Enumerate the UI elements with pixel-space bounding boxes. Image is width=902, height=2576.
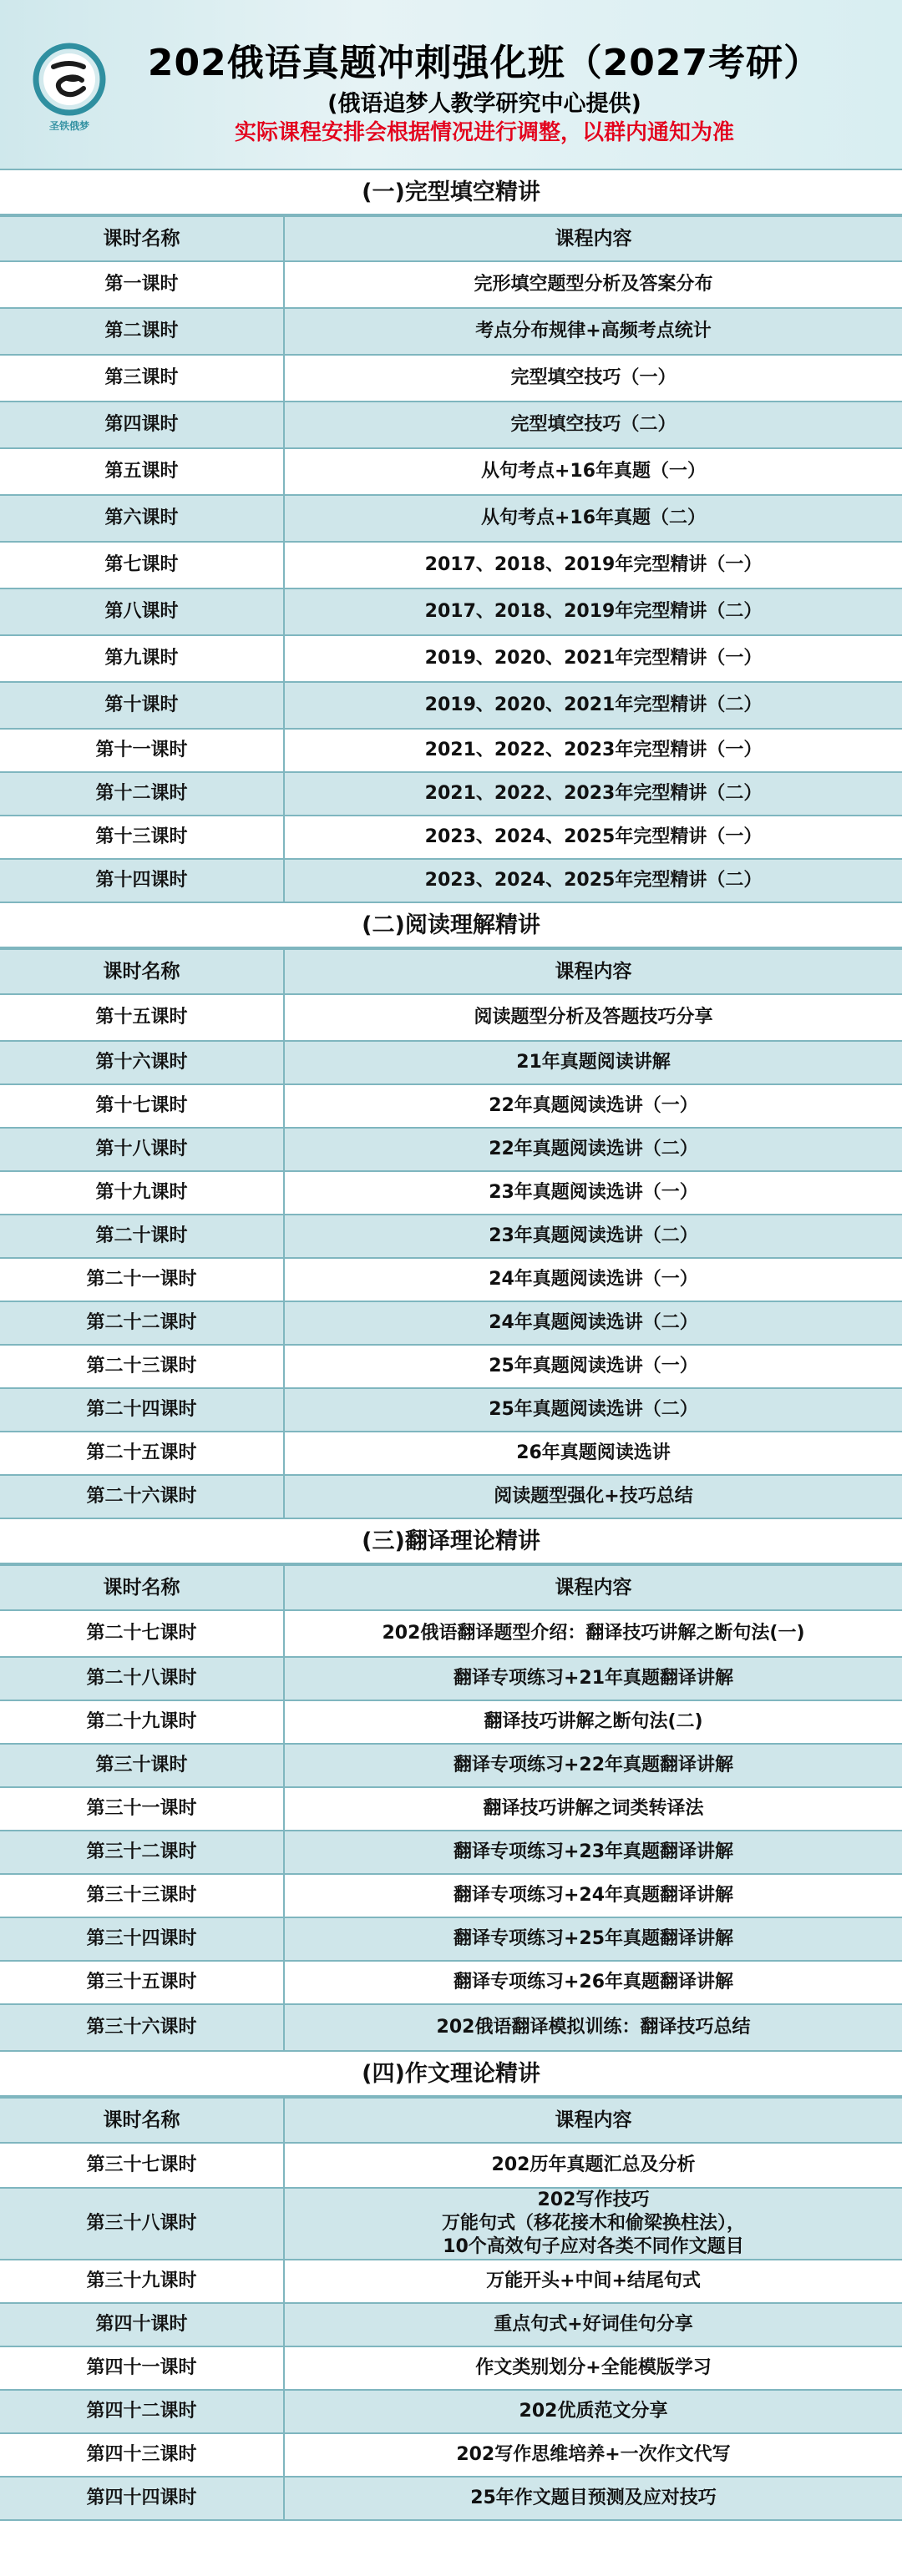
table-row [0, 2346, 902, 2390]
table-row [0, 495, 902, 542]
table-row [0, 1475, 902, 1518]
table-row [0, 2433, 902, 2477]
header-lesson-name: 课时名称 [0, 949, 284, 994]
lesson-name: 第四十课时 [0, 2303, 284, 2346]
section-title: (四)作文理论精讲 [0, 2052, 902, 2097]
lesson-name: 第三十三课时 [0, 1874, 284, 1917]
lesson-name: 第二十五课时 [0, 1432, 284, 1475]
lesson-name: 第三十六课时 [0, 2004, 284, 2051]
table-header-row [0, 949, 902, 994]
page-header [0, 0, 902, 170]
table-row [0, 1831, 902, 1874]
lesson-content: 2023、2024、2025年完型精讲（二） [284, 859, 902, 902]
lesson-content: 24年真题阅读选讲（二） [284, 1301, 902, 1345]
table-row [0, 1787, 902, 1831]
table-row [0, 355, 902, 402]
lesson-content: 23年真题阅读选讲（二） [284, 1215, 902, 1258]
lesson-content: 完型填空技巧（二） [284, 402, 902, 448]
lesson-name: 第四十三课时 [0, 2433, 284, 2477]
table-row [0, 1610, 902, 1657]
lesson-content: 2023、2024、2025年完型精讲（一） [284, 816, 902, 859]
lesson-name: 第十七课时 [0, 1084, 284, 1128]
table-row [0, 1700, 902, 1744]
lesson-content: 翻译专项练习+21年真题翻译讲解 [284, 1657, 902, 1700]
lesson-name: 第十四课时 [0, 859, 284, 902]
lesson-content: 2021、2022、2023年完型精讲（二） [284, 772, 902, 816]
lesson-content: 翻译技巧讲解之词类转译法 [284, 1787, 902, 1831]
lesson-name: 第二十一课时 [0, 1258, 284, 1301]
lesson-name: 第十五课时 [0, 994, 284, 1041]
table-row [0, 542, 902, 588]
lesson-content: 2019、2020、2021年完型精讲（一） [284, 635, 902, 682]
lesson-content: 翻译专项练习+24年真题翻译讲解 [284, 1874, 902, 1917]
lesson-name: 第二十四课时 [0, 1388, 284, 1432]
table-row [0, 1744, 902, 1787]
lesson-name: 第二十九课时 [0, 1700, 284, 1744]
lesson-name: 第三课时 [0, 355, 284, 402]
lesson-name: 第五课时 [0, 448, 284, 495]
lesson-content: 202写作思维培养+一次作文代写 [284, 2433, 902, 2477]
table-row [0, 2477, 902, 2520]
lesson-content: 阅读题型强化+技巧总结 [284, 1475, 902, 1518]
table-row [0, 1041, 902, 1084]
lesson-name: 第八课时 [0, 588, 284, 635]
table-row [0, 2004, 902, 2051]
table-row [0, 994, 902, 1041]
lesson-content: 21年真题阅读讲解 [284, 1041, 902, 1084]
lesson-name: 第三十五课时 [0, 1961, 284, 2004]
lesson-name: 第二十课时 [0, 1215, 284, 1258]
lesson-name: 第十二课时 [0, 772, 284, 816]
lesson-content: 翻译技巧讲解之断句法(二) [284, 1700, 902, 1744]
header-lesson-content: 课程内容 [284, 949, 902, 994]
lesson-content: 考点分布规律+高频考点统计 [284, 308, 902, 355]
lesson-content: 202写作技巧 万能句式（移花接木和偷梁换柱法）， 10个高效句子应对各类不同作文题目 [284, 2188, 902, 2260]
lesson-content: 从句考点+16年真题（二） [284, 495, 902, 542]
lesson-content: 完形填空题型分析及答案分布 [284, 261, 902, 308]
section-title: (二)阅读理解精讲 [0, 903, 902, 948]
table-row [0, 682, 902, 729]
logo-caption: 圣铁俄梦 [48, 120, 89, 132]
lesson-content: 202历年真题汇总及分析 [284, 2143, 902, 2188]
table-row [0, 2390, 902, 2433]
header-lesson-content: 课程内容 [284, 1565, 902, 1610]
lesson-name: 第十一课时 [0, 729, 284, 772]
lesson-name: 第二课时 [0, 308, 284, 355]
table-row [0, 1084, 902, 1128]
table-row [0, 1432, 902, 1475]
section-title: (三)翻译理论精讲 [0, 1519, 902, 1564]
lesson-content: 阅读题型分析及答题技巧分享 [284, 994, 902, 1041]
table-row [0, 1345, 902, 1388]
page-subtitle: (俄语追梦人教学研究中心提供) [327, 91, 641, 117]
lesson-name: 第四十四课时 [0, 2477, 284, 2520]
page-title: 202俄语真题冲刺强化班（2027考研） [147, 42, 822, 84]
section-title: (一)完型填空精讲 [0, 170, 902, 215]
table-row [0, 308, 902, 355]
course-table [0, 2097, 902, 2521]
lesson-content: 25年作文题目预测及应对技巧 [284, 2477, 902, 2520]
table-row [0, 635, 902, 682]
table-row [0, 588, 902, 635]
lesson-name: 第三十四课时 [0, 1917, 284, 1961]
lesson-content: 2021、2022、2023年完型精讲（一） [284, 729, 902, 772]
lesson-name: 第十课时 [0, 682, 284, 729]
table-row [0, 1874, 902, 1917]
lesson-content: 从句考点+16年真题（一） [284, 448, 902, 495]
lesson-content: 22年真题阅读选讲（一） [284, 1084, 902, 1128]
lesson-name: 第九课时 [0, 635, 284, 682]
lesson-name: 第二十二课时 [0, 1301, 284, 1345]
schedule-notice: 实际课程安排会根据情况进行调整，以群内通知为准 [234, 120, 734, 145]
lesson-name: 第六课时 [0, 495, 284, 542]
lesson-content: 23年真题阅读选讲（一） [284, 1171, 902, 1215]
lesson-name: 第七课时 [0, 542, 284, 588]
lesson-content: 重点句式+好词佳句分享 [284, 2303, 902, 2346]
table-row [0, 1657, 902, 1700]
table-row [0, 448, 902, 495]
lesson-content: 作文类别划分+全能模版学习 [284, 2346, 902, 2390]
brand-logo [32, 42, 107, 140]
table-row [0, 1258, 902, 1301]
table-row [0, 2143, 902, 2188]
table-row [0, 772, 902, 816]
table-header-row [0, 216, 902, 261]
course-sections [0, 170, 902, 2521]
lesson-name: 第四课时 [0, 402, 284, 448]
table-row [0, 1171, 902, 1215]
table-row [0, 261, 902, 308]
lesson-name: 第二十六课时 [0, 1475, 284, 1518]
lesson-content: 2017、2018、2019年完型精讲（二） [284, 588, 902, 635]
lesson-content: 完型填空技巧（一） [284, 355, 902, 402]
lesson-content: 202俄语翻译题型介绍：翻译技巧讲解之断句法(一) [284, 1610, 902, 1657]
table-row [0, 859, 902, 902]
logo-icon [32, 42, 107, 117]
lesson-name: 第一课时 [0, 261, 284, 308]
course-table [0, 948, 902, 1519]
lesson-name: 第四十二课时 [0, 2390, 284, 2433]
lesson-name: 第十三课时 [0, 816, 284, 859]
lesson-content: 2019、2020、2021年完型精讲（二） [284, 682, 902, 729]
table-row [0, 1128, 902, 1171]
header-lesson-name: 课时名称 [0, 2098, 284, 2143]
lesson-name: 第三十一课时 [0, 1787, 284, 1831]
table-row [0, 1301, 902, 1345]
table-row [0, 2260, 902, 2303]
lesson-content: 翻译专项练习+22年真题翻译讲解 [284, 1744, 902, 1787]
table-header-row [0, 2098, 902, 2143]
table-row [0, 2188, 902, 2260]
table-row [0, 1917, 902, 1961]
lesson-content: 202俄语翻译模拟训练：翻译技巧总结 [284, 2004, 902, 2051]
lesson-content: 翻译专项练习+25年真题翻译讲解 [284, 1917, 902, 1961]
lesson-name: 第二十三课时 [0, 1345, 284, 1388]
lesson-name: 第十六课时 [0, 1041, 284, 1084]
lesson-content: 25年真题阅读选讲（一） [284, 1345, 902, 1388]
lesson-content: 2017、2018、2019年完型精讲（一） [284, 542, 902, 588]
lesson-content: 24年真题阅读选讲（一） [284, 1258, 902, 1301]
lesson-content: 翻译专项练习+26年真题翻译讲解 [284, 1961, 902, 2004]
table-row [0, 1215, 902, 1258]
table-row [0, 1388, 902, 1432]
lesson-name: 第四十一课时 [0, 2346, 284, 2390]
header-lesson-content: 课程内容 [284, 216, 902, 261]
lesson-name: 第三十九课时 [0, 2260, 284, 2303]
lesson-name: 第十九课时 [0, 1171, 284, 1215]
lesson-content: 翻译专项练习+23年真题翻译讲解 [284, 1831, 902, 1874]
header-lesson-name: 课时名称 [0, 1565, 284, 1610]
table-header-row [0, 1565, 902, 1610]
lesson-name: 第三十八课时 [0, 2188, 284, 2260]
course-table [0, 215, 902, 903]
lesson-name: 第三十七课时 [0, 2143, 284, 2188]
lesson-content: 万能开头+中间+结尾句式 [284, 2260, 902, 2303]
lesson-content: 26年真题阅读选讲 [284, 1432, 902, 1475]
table-row [0, 402, 902, 448]
table-row [0, 729, 902, 772]
header-lesson-name: 课时名称 [0, 216, 284, 261]
table-row [0, 816, 902, 859]
lesson-name: 第三十二课时 [0, 1831, 284, 1874]
lesson-content: 25年真题阅读选讲（二） [284, 1388, 902, 1432]
header-lesson-content: 课程内容 [284, 2098, 902, 2143]
table-row [0, 2303, 902, 2346]
lesson-content: 22年真题阅读选讲（二） [284, 1128, 902, 1171]
lesson-name: 第二十七课时 [0, 1610, 284, 1657]
lesson-content: 202优质范文分享 [284, 2390, 902, 2433]
lesson-name: 第三十课时 [0, 1744, 284, 1787]
table-row [0, 1961, 902, 2004]
lesson-name: 第十八课时 [0, 1128, 284, 1171]
lesson-name: 第二十八课时 [0, 1657, 284, 1700]
course-table [0, 1564, 902, 2052]
